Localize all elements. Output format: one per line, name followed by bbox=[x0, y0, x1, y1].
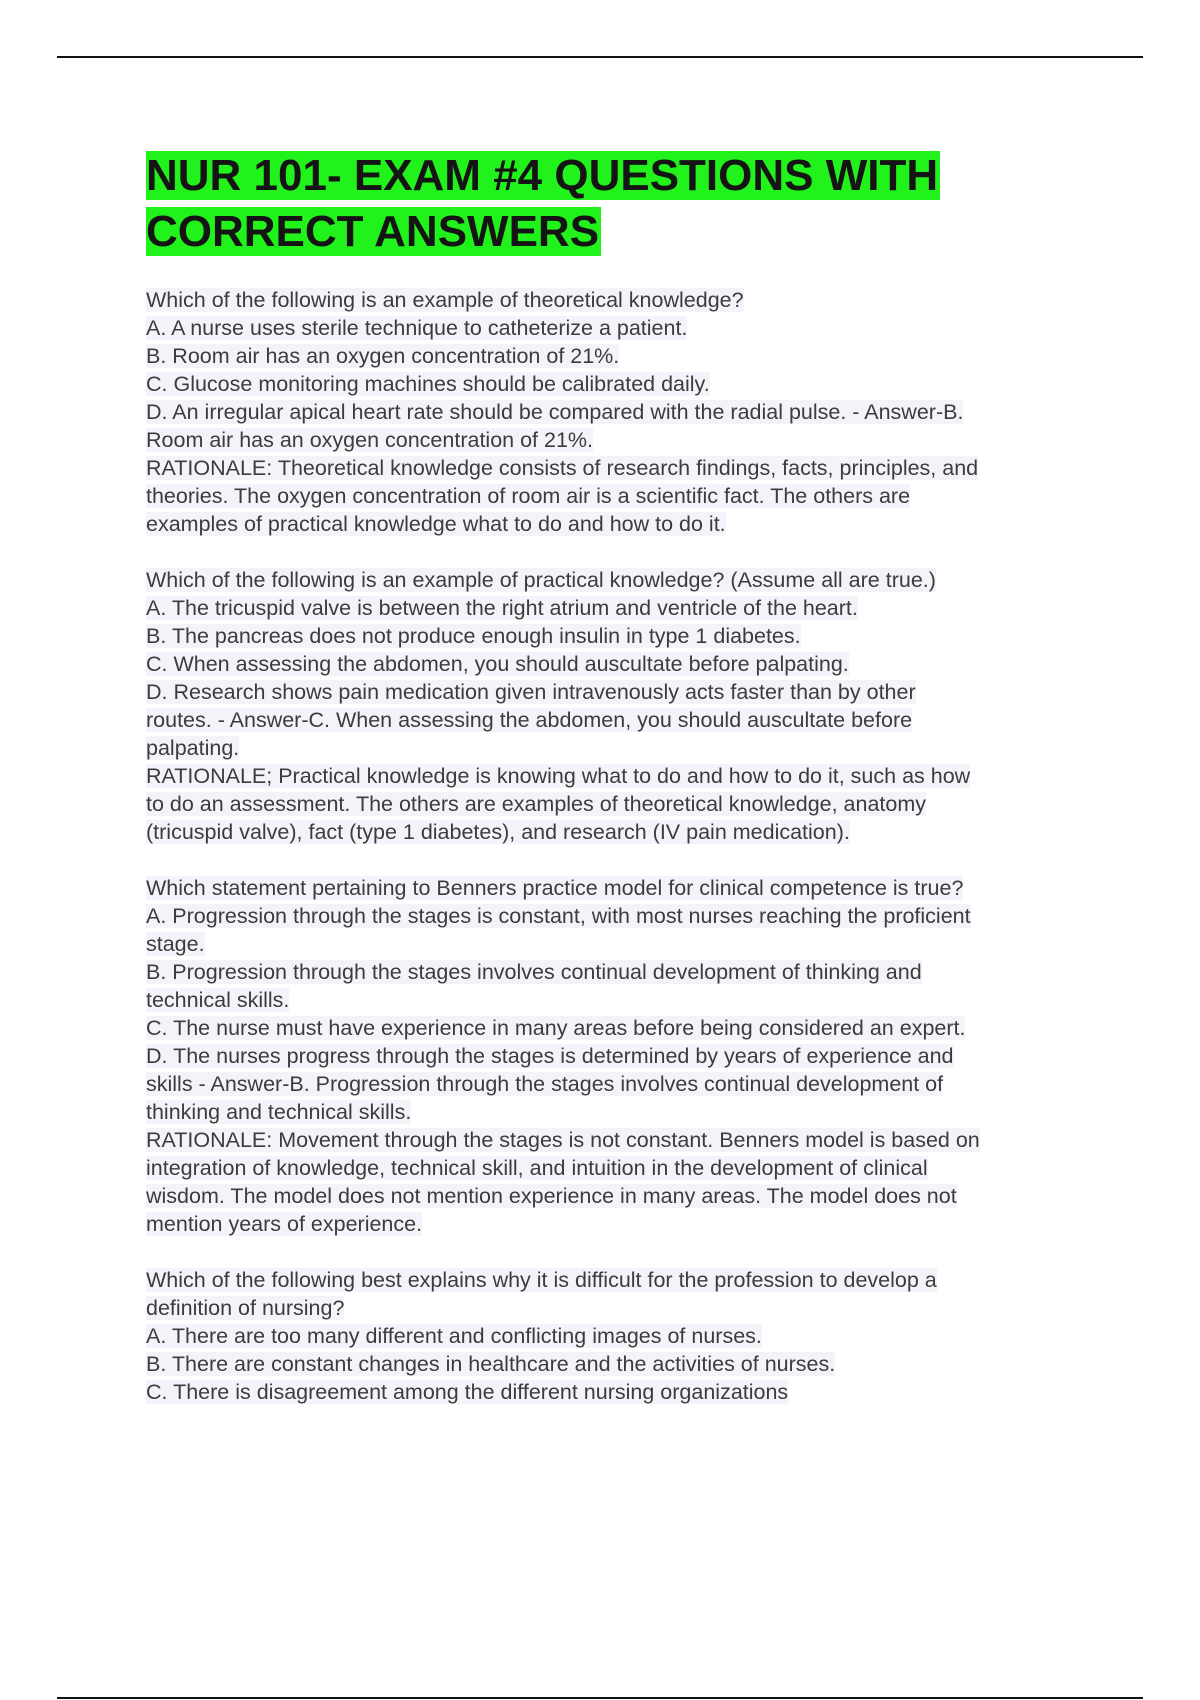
question-text: integration of knowledge, technical skill, and intuition in the development of clinical bbox=[146, 1156, 928, 1180]
question-text: routes. - Answer-C. When assessing the abdomen, you should auscultate before bbox=[146, 708, 913, 732]
question-text: B. There are constant changes in healthcare and the activities of nurses. bbox=[146, 1352, 836, 1376]
question-text-line bbox=[146, 790, 1096, 818]
question-text: A. Progression through the stages is constant, with most nurses reaching the proficient bbox=[146, 904, 971, 928]
question-text: to do an assessment. The others are examples of theoretical knowledge, anatomy bbox=[146, 792, 927, 816]
question-text: D. The nurses progress through the stages is determined by years of experience and bbox=[146, 1044, 954, 1068]
question-text: C. The nurse must have experience in many areas before being considered an expert. bbox=[146, 1016, 966, 1040]
question-text-line bbox=[146, 1266, 1096, 1294]
question-text-line bbox=[146, 706, 1096, 734]
question-text: technical skills. bbox=[146, 988, 290, 1012]
question-text-line bbox=[146, 398, 1096, 426]
question-text: B. Room air has an oxygen concentration of 21%. bbox=[146, 344, 620, 368]
question-text: wisdom. The model does not mention experience in many areas. The model does not bbox=[146, 1184, 957, 1208]
question-text-line bbox=[146, 566, 1096, 594]
question-text-line bbox=[146, 902, 1096, 930]
question-text-line bbox=[146, 986, 1096, 1014]
question-block bbox=[146, 874, 1096, 1238]
question-text-line bbox=[146, 286, 1096, 314]
question-text: definition of nursing? bbox=[146, 1296, 345, 1320]
question-text-line bbox=[146, 454, 1096, 482]
question-text: RATIONALE; Practical knowledge is knowing what to do and how to do it, such as how bbox=[146, 764, 971, 788]
question-text-line bbox=[146, 622, 1096, 650]
question-text: C. When assessing the abdomen, you should auscultate before palpating. bbox=[146, 652, 849, 676]
question-block bbox=[146, 1266, 1096, 1406]
question-text-line bbox=[146, 1098, 1096, 1126]
question-text-line bbox=[146, 1322, 1096, 1350]
question-text: Which of the following best explains why it is difficult for the profession to develop a bbox=[146, 1268, 937, 1292]
question-text-line bbox=[146, 1154, 1096, 1182]
question-text: skills - Answer-B. Progression through the stages involves continual development of bbox=[146, 1072, 944, 1096]
question-text-line bbox=[146, 370, 1096, 398]
question-text-line bbox=[146, 650, 1096, 678]
question-text-line bbox=[146, 1014, 1096, 1042]
question-text-line bbox=[146, 1182, 1096, 1210]
question-text-line bbox=[146, 314, 1096, 342]
question-block bbox=[146, 566, 1096, 846]
question-text: RATIONALE: Movement through the stages is not constant. Benners model is based on bbox=[146, 1128, 980, 1152]
question-text: theories. The oxygen concentration of room air is a scientific fact. The others are bbox=[146, 484, 911, 508]
question-block bbox=[146, 286, 1096, 538]
question-text: Which of the following is an example of practical knowledge? (Assume all are true.) bbox=[146, 568, 936, 592]
document-title bbox=[146, 148, 1096, 260]
question-text: C. There is disagreement among the different nursing organizations bbox=[146, 1380, 789, 1404]
question-text: C. Glucose monitoring machines should be calibrated daily. bbox=[146, 372, 710, 396]
question-text-line bbox=[146, 762, 1096, 790]
question-text: Which of the following is an example of theoretical knowledge? bbox=[146, 288, 744, 312]
question-text-line bbox=[146, 734, 1096, 762]
question-text-line bbox=[146, 594, 1096, 622]
question-text-line bbox=[146, 818, 1096, 846]
question-text: D. An irregular apical heart rate should be compared with the radial pulse. - Answer-B. bbox=[146, 400, 964, 424]
document-body bbox=[146, 148, 1096, 1434]
question-text: A. The tricuspid valve is between the right atrium and ventricle of the heart. bbox=[146, 596, 858, 620]
question-text-line bbox=[146, 342, 1096, 370]
question-text: mention years of experience. bbox=[146, 1212, 423, 1236]
header-rule bbox=[57, 56, 1143, 58]
question-text-line bbox=[146, 1350, 1096, 1378]
question-text: Room air has an oxygen concentration of 21%. bbox=[146, 428, 593, 452]
question-text-line bbox=[146, 930, 1096, 958]
question-text-line bbox=[146, 510, 1096, 538]
question-text: Which statement pertaining to Benners practice model for clinical competence is true? bbox=[146, 876, 964, 900]
question-text: D. Research shows pain medication given intravenously acts faster than by other bbox=[146, 680, 916, 704]
question-text: RATIONALE: Theoretical knowledge consists of research findings, facts, principles, and bbox=[146, 456, 979, 480]
question-text-line bbox=[146, 1294, 1096, 1322]
question-text-line bbox=[146, 958, 1096, 986]
question-text: palpating. bbox=[146, 736, 240, 760]
title-line-2: CORRECT ANSWERS bbox=[146, 207, 600, 256]
question-text: A. There are too many different and conflicting images of nurses. bbox=[146, 1324, 762, 1348]
question-text-line bbox=[146, 1042, 1096, 1070]
question-text-line bbox=[146, 482, 1096, 510]
question-text: examples of practical knowledge what to do and how to do it. bbox=[146, 512, 726, 536]
question-list bbox=[146, 286, 1096, 1406]
question-text-line bbox=[146, 1070, 1096, 1098]
question-text-line bbox=[146, 1126, 1096, 1154]
question-text: (tricuspid valve), fact (type 1 diabetes), and research (IV pain medication). bbox=[146, 820, 850, 844]
footer-rule bbox=[57, 1697, 1143, 1699]
question-text-line bbox=[146, 1210, 1096, 1238]
question-text: A. A nurse uses sterile technique to catheterize a patient. bbox=[146, 316, 688, 340]
question-text: thinking and technical skills. bbox=[146, 1100, 412, 1124]
question-text: stage. bbox=[146, 932, 205, 956]
question-text: B. The pancreas does not produce enough insulin in type 1 diabetes. bbox=[146, 624, 801, 648]
question-text-line bbox=[146, 426, 1096, 454]
question-text: B. Progression through the stages involves continual development of thinking and bbox=[146, 960, 922, 984]
question-text-line bbox=[146, 874, 1096, 902]
title-line-1: NUR 101- EXAM #4 QUESTIONS WITH bbox=[146, 151, 939, 200]
question-text-line bbox=[146, 1378, 1096, 1406]
question-text-line bbox=[146, 678, 1096, 706]
